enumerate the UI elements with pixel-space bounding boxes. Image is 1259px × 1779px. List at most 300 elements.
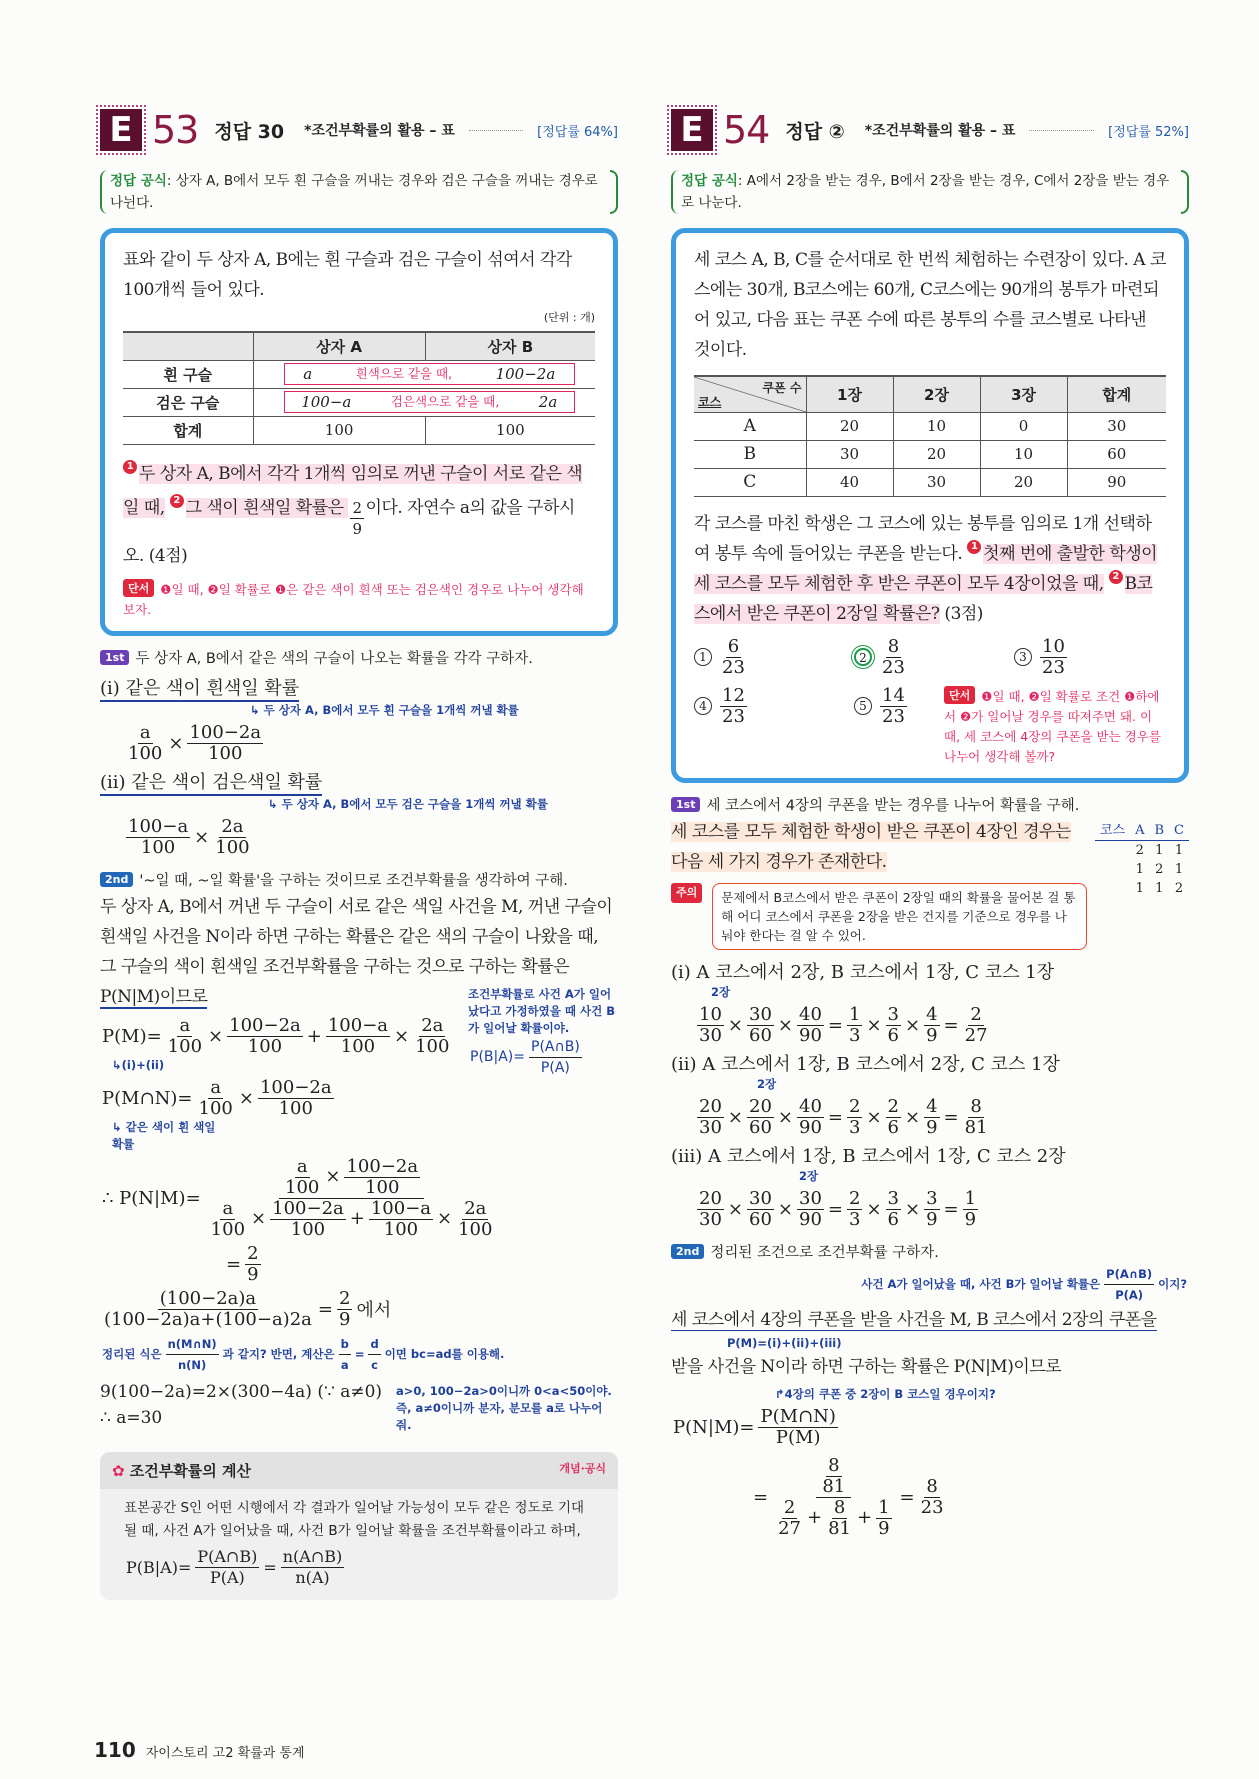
choice-2-selected[interactable] bbox=[854, 637, 1014, 678]
denominator: 60 bbox=[749, 1116, 772, 1138]
numerator: 12 bbox=[722, 684, 745, 706]
cell: 30 bbox=[806, 440, 893, 468]
numerator: 3 bbox=[887, 1187, 899, 1209]
denominator: 9 bbox=[926, 1208, 938, 1230]
fraction bbox=[963, 1097, 990, 1138]
row-label: 흰 구슬 bbox=[163, 365, 213, 384]
fraction bbox=[529, 1037, 582, 1078]
numerator: 10 bbox=[699, 1003, 722, 1025]
math-text: = bbox=[354, 1346, 365, 1361]
row-label: 검은 구슬 bbox=[156, 393, 220, 412]
concept-tag: 개념·공식 bbox=[559, 1461, 606, 1475]
denominator: 100 bbox=[290, 1218, 326, 1240]
numerator: 100−2a bbox=[272, 1197, 344, 1219]
correct-rate: [정답률 64%] bbox=[537, 124, 618, 140]
cell: C bbox=[743, 472, 757, 492]
side-note bbox=[468, 986, 618, 1078]
math-text: P(B|A)= bbox=[126, 1557, 192, 1577]
fraction bbox=[456, 1199, 494, 1240]
note-text: 같은 색이 흰 색일 확률 bbox=[112, 1119, 216, 1151]
numerator: 100−2a bbox=[346, 1155, 419, 1177]
denominator: 100 bbox=[415, 1035, 450, 1057]
numerator: P(M∩N) bbox=[760, 1405, 836, 1427]
denominator: 6 bbox=[887, 1208, 899, 1230]
numerator: 2a bbox=[464, 1197, 487, 1219]
step-badge: 2nd bbox=[100, 872, 133, 887]
problem-header-54 bbox=[671, 108, 1189, 152]
denominator: 23 bbox=[722, 656, 745, 678]
numerator: 8 bbox=[833, 1496, 846, 1518]
step-title: 정리된 조건으로 조건부확률 구하자. bbox=[710, 1244, 939, 1261]
topic: *조건부확률의 활용 – 표 bbox=[864, 123, 1016, 139]
case-ii-label: (ii) A 코스에서 1장, B 코스에서 2장, C 코스 1장 bbox=[671, 1053, 1060, 1075]
flower-icon: ✿ bbox=[112, 1461, 130, 1480]
step2-paragraph-line-1 bbox=[671, 1305, 1189, 1335]
equations bbox=[100, 1379, 382, 1431]
denominator: 100 bbox=[140, 836, 176, 858]
numerator: a bbox=[179, 1014, 191, 1036]
numerator: 20 bbox=[699, 1187, 722, 1209]
equation bbox=[100, 1289, 618, 1330]
denominator: 81 bbox=[964, 1116, 988, 1138]
numerator: a bbox=[296, 1155, 308, 1177]
question-text: 이다. 자연수 a의 값을 구하시오. (4점) bbox=[123, 497, 575, 566]
denominator: 9 bbox=[926, 1024, 938, 1046]
fraction bbox=[1104, 1264, 1154, 1305]
note-text: 조건부확률로 사건 A가 일어났다고 가정하였을 때 사건 B가 일어날 확률이야. bbox=[468, 986, 615, 1035]
choice-fraction bbox=[718, 686, 749, 727]
question-text: 그 색이 흰색일 확률은 bbox=[185, 497, 349, 518]
choice-number: 2 bbox=[854, 648, 872, 666]
page-number: 110 bbox=[94, 1738, 136, 1762]
math-text: × bbox=[866, 1198, 882, 1220]
math-text: × bbox=[325, 1166, 341, 1187]
warning bbox=[671, 883, 1087, 950]
header-cell: 1장 bbox=[806, 376, 893, 412]
answer-formula bbox=[671, 170, 1189, 214]
fraction bbox=[697, 1189, 724, 1230]
side-formula bbox=[468, 1037, 584, 1078]
numerator: 30 bbox=[799, 1187, 822, 1209]
numerator: 1 bbox=[849, 1003, 861, 1025]
denominator: 100 bbox=[458, 1218, 493, 1240]
math-text: 과 같지? 반면, 계산은 bbox=[222, 1346, 335, 1361]
math-text: = bbox=[226, 1253, 242, 1275]
choice-fraction bbox=[718, 637, 749, 678]
book-title: 자이스토리 고2 확률과 통계 bbox=[145, 1746, 305, 1761]
denominator: 100 bbox=[247, 1035, 283, 1057]
math-text: 이지? bbox=[1158, 1276, 1187, 1291]
annotation: 검은색으로 같을 때, bbox=[390, 394, 500, 409]
math-text: + bbox=[349, 1208, 365, 1229]
section-letter: E bbox=[100, 109, 142, 151]
case-i-label: (i) A 코스에서 2장, B 코스에서 1장, C 코스 1장 bbox=[671, 961, 1055, 983]
condition-mark: 1 bbox=[123, 460, 137, 474]
case-note: 2장 bbox=[757, 1076, 777, 1091]
numerator: d bbox=[368, 1334, 380, 1355]
denominator: 100 bbox=[198, 1097, 233, 1119]
fraction bbox=[197, 1078, 235, 1119]
cell: 20 bbox=[980, 468, 1067, 496]
fraction bbox=[847, 1097, 862, 1138]
corner-bottom: 코스 bbox=[698, 394, 722, 409]
mini-cell: 1 bbox=[1135, 861, 1144, 877]
pnm-expr bbox=[100, 1157, 618, 1240]
numerator: 2 bbox=[783, 1496, 796, 1518]
coupon-table bbox=[694, 375, 1166, 497]
note-text: 4장의 쿠폰 중 2장이 B 코스일 경우이지? bbox=[784, 1386, 996, 1401]
choice-1[interactable] bbox=[694, 637, 854, 678]
math-text: = bbox=[943, 1106, 959, 1128]
denominator: 90 bbox=[799, 1208, 822, 1230]
dotted-leader bbox=[1029, 130, 1094, 131]
step2-paragraph: 두 상자 A, B에서 꺼낸 두 구슬이 서로 같은 색일 사건을 M, 꺼낸 구슬이 흰색일 사건을 N이라 하면 구하는 확률은 같은 색의 구슬이 나왔을 때, 그 구슬의 색이 흰색일 조건부확률을 구하는 것으로 구하는 확률은 bbox=[100, 896, 613, 977]
warning-text: 문제에서 B코스에서 받은 쿠폰이 2장일 때의 확률을 물어본 걸 통해 어디 코스에서 쿠폰을 2장을 받은 건지를 기준으로 경우를 나눠야 한다는 걸 알 수 있어. bbox=[712, 883, 1087, 950]
problem-number: 53 bbox=[152, 108, 199, 152]
fraction bbox=[886, 1005, 901, 1046]
fraction bbox=[924, 1097, 939, 1138]
denominator: n(N) bbox=[177, 1357, 207, 1372]
math-text: × bbox=[727, 1198, 743, 1220]
math-text: P(B|A)= bbox=[470, 1048, 525, 1065]
fraction bbox=[747, 1005, 774, 1046]
question bbox=[694, 509, 1166, 629]
cell: 100−a bbox=[301, 393, 352, 411]
math-text: × bbox=[727, 1106, 743, 1128]
fraction bbox=[886, 1189, 901, 1230]
choices bbox=[694, 637, 1166, 766]
case-ii-note: ↳ 두 상자 A, B에서 모두 검은 구슬을 1개씩 꺼낼 확률 bbox=[268, 796, 548, 811]
denominator: 81 bbox=[822, 1475, 846, 1497]
mini-cell: 1 bbox=[1155, 842, 1164, 858]
note-text: 두 상자 A, B에서 모두 검은 구슬을 1개씩 꺼낼 확률 bbox=[281, 796, 548, 811]
case-note: 2장 bbox=[799, 1168, 819, 1183]
denominator: 81 bbox=[828, 1517, 851, 1539]
math-text: ∴ P(N|M)= bbox=[102, 1187, 201, 1209]
hint-text: ❶일 때, ❷일 확률로 ❶은 같은 색이 흰색 또는 검은색인 경우로 나누어 생각해 보자. bbox=[123, 581, 584, 617]
fraction bbox=[339, 1334, 351, 1375]
fraction bbox=[847, 1005, 862, 1046]
math-text: × bbox=[777, 1106, 793, 1128]
fraction bbox=[720, 637, 747, 678]
left-column bbox=[100, 108, 618, 1600]
math-text: P(N|M)= bbox=[673, 1416, 755, 1438]
pm-note: ↳(i)+(ii) bbox=[112, 1057, 165, 1072]
denominator: 100 bbox=[278, 1097, 313, 1119]
concept-formula bbox=[100, 1547, 346, 1588]
fraction bbox=[880, 637, 907, 678]
cell: 2a bbox=[538, 393, 558, 411]
math-text: × bbox=[168, 732, 184, 754]
case-note: 2장 bbox=[711, 984, 731, 999]
numerator: 2 bbox=[352, 498, 362, 517]
denominator: 27 bbox=[778, 1517, 801, 1539]
denominator: c bbox=[371, 1357, 378, 1372]
numerator: 100−2a bbox=[229, 1014, 301, 1036]
pmn-note: ↳ 같은 색이 흰 색일 확률 bbox=[112, 1119, 216, 1151]
math-text: + bbox=[857, 1507, 873, 1528]
problem-text: 표와 같이 두 상자 A, B에는 흰 구슬과 검은 구슬이 섞여서 각각 100개씩 들어 있다. bbox=[123, 250, 572, 300]
denominator: 27 bbox=[964, 1024, 988, 1046]
numerator: a bbox=[210, 1076, 222, 1098]
denominator: 100 bbox=[210, 1218, 246, 1240]
fraction bbox=[270, 1199, 346, 1240]
fraction bbox=[826, 1498, 853, 1539]
fraction bbox=[924, 1005, 939, 1046]
math-text: × bbox=[866, 1014, 882, 1036]
math-text: 에서 bbox=[356, 1300, 392, 1321]
denominator: 100 bbox=[383, 1218, 419, 1240]
cell: B bbox=[743, 444, 756, 464]
denominator: 30 bbox=[699, 1116, 722, 1138]
fraction bbox=[697, 1005, 724, 1046]
math-text: × bbox=[238, 1087, 254, 1109]
numerator: 2 bbox=[849, 1187, 861, 1209]
choice-4[interactable] bbox=[694, 686, 854, 727]
table-row bbox=[694, 440, 1166, 468]
denominator: 30 bbox=[699, 1208, 722, 1230]
denominator: 9 bbox=[964, 1208, 977, 1230]
pnm-expr bbox=[671, 1407, 1189, 1448]
formula-text: : 상자 A, B에서 모두 흰 구슬을 꺼내는 경우와 검은 구슬을 꺼내는 경우로 나뉜다. bbox=[110, 173, 598, 211]
numerator: (100−2a)a bbox=[159, 1287, 257, 1309]
numerator: a bbox=[222, 1197, 234, 1219]
fraction bbox=[886, 1097, 901, 1138]
mini-header: B bbox=[1154, 822, 1165, 838]
step2-heading bbox=[671, 1242, 1189, 1264]
dotted-leader bbox=[469, 130, 523, 131]
denominator: 90 bbox=[799, 1116, 822, 1138]
step2-paragraph: 세 코스에서 4장의 쿠폰을 받을 사건을 M, B 코스에서 2장의 쿠폰을 bbox=[671, 1309, 1157, 1330]
step-title: 두 상자 A, B에서 같은 색의 구슬이 나오는 확률을 각각 구하자. bbox=[135, 650, 533, 667]
step1-heading bbox=[671, 795, 1189, 817]
math-text: × bbox=[866, 1106, 882, 1128]
fraction bbox=[369, 1199, 433, 1240]
step-badge: 1st bbox=[100, 650, 129, 665]
numerator: 20 bbox=[749, 1095, 772, 1117]
equation-9: 9(100−2a)=2×(300−4a) (∵ a≠0) bbox=[100, 1381, 383, 1402]
numerator bbox=[279, 1157, 424, 1199]
choice-fraction bbox=[878, 686, 909, 727]
denominator: 90 bbox=[799, 1024, 822, 1046]
question-text: B코스에서 받은 쿠폰이 2장일 확률은? bbox=[694, 573, 1153, 624]
step-badge: 1st bbox=[671, 797, 700, 812]
header-cell: 3장 bbox=[980, 376, 1067, 412]
fraction bbox=[126, 817, 190, 858]
fraction bbox=[195, 1547, 259, 1588]
conditional-note bbox=[671, 1264, 1189, 1305]
denominator: P(A) bbox=[1115, 1287, 1144, 1302]
corner-cell bbox=[694, 376, 806, 412]
points: (3점) bbox=[939, 603, 983, 624]
cell: 0 bbox=[980, 412, 1067, 440]
numerator: 2 bbox=[247, 1242, 259, 1264]
header-cell: 상자 B bbox=[425, 332, 595, 360]
numerator: b bbox=[339, 1334, 351, 1355]
denominator bbox=[205, 1199, 499, 1240]
question-text: 첫째 번에 출발한 학생이 세 코스를 모두 체험한 후 받은 쿠폰이 모두 4장이었을 때, bbox=[694, 543, 1158, 594]
denominator: P(M) bbox=[775, 1426, 821, 1448]
math-text: × bbox=[905, 1106, 921, 1128]
fraction bbox=[344, 1157, 420, 1198]
math-text: × bbox=[208, 1025, 224, 1047]
fraction bbox=[166, 1016, 204, 1057]
numerator bbox=[816, 1456, 851, 1498]
cell: 40 bbox=[806, 468, 893, 496]
numerator: 100−a bbox=[128, 815, 189, 837]
fraction bbox=[368, 1334, 380, 1375]
case-i-label bbox=[100, 674, 618, 702]
math-text: P(M∩N)= bbox=[102, 1087, 193, 1109]
numerator: 8 bbox=[926, 1475, 938, 1497]
numerator: 2 bbox=[849, 1095, 861, 1117]
table-row bbox=[694, 468, 1166, 496]
cell: a bbox=[303, 365, 313, 383]
numerator: 40 bbox=[799, 1003, 822, 1025]
fraction bbox=[963, 1189, 978, 1230]
denominator: 23 bbox=[882, 705, 905, 727]
choice-fraction bbox=[1038, 637, 1069, 678]
fraction bbox=[876, 1498, 891, 1539]
math-text: × bbox=[251, 1208, 267, 1229]
step1-heading bbox=[100, 648, 618, 670]
denominator: 3 bbox=[849, 1024, 861, 1046]
fraction bbox=[281, 1547, 345, 1588]
math-text: P(M)= bbox=[102, 1025, 162, 1047]
concept-title-text: 조건부확률의 계산 bbox=[129, 1461, 251, 1480]
math-text: = bbox=[317, 1298, 333, 1320]
numerator: 1 bbox=[878, 1496, 890, 1518]
fraction bbox=[963, 1005, 990, 1046]
numerator: 2 bbox=[970, 1003, 982, 1025]
mini-header: 코스 bbox=[1099, 822, 1126, 838]
numerator: P(A∩B) bbox=[197, 1546, 258, 1566]
mini-cell: 1 bbox=[1135, 880, 1144, 896]
fraction bbox=[245, 1244, 260, 1285]
fraction bbox=[413, 1016, 451, 1057]
math-text: + bbox=[807, 1507, 823, 1528]
mini-cell: 2 bbox=[1174, 880, 1184, 896]
numerator: 100−2a bbox=[259, 1076, 332, 1098]
math-text: 정리된 식은 bbox=[102, 1346, 162, 1361]
denominator: 30 bbox=[699, 1024, 722, 1046]
answer: 정답 30 bbox=[214, 120, 285, 143]
numerator: 2 bbox=[338, 1287, 351, 1309]
fraction bbox=[820, 1456, 847, 1497]
footer bbox=[94, 1738, 305, 1762]
denominator: 9 bbox=[352, 519, 362, 538]
denominator: 3 bbox=[849, 1208, 861, 1230]
mini-header: C bbox=[1174, 822, 1184, 838]
result-fraction bbox=[224, 1244, 618, 1285]
numerator: 1 bbox=[964, 1187, 977, 1209]
row-label: 합계 bbox=[173, 421, 203, 440]
denominator: 100 bbox=[208, 742, 243, 764]
fraction bbox=[776, 1498, 803, 1539]
math-text: = bbox=[943, 1014, 959, 1036]
fraction bbox=[847, 1189, 862, 1230]
fraction bbox=[227, 1016, 303, 1057]
case-ii-expr bbox=[124, 817, 618, 858]
denominator: 100 bbox=[128, 742, 163, 764]
math-text: = bbox=[753, 1486, 769, 1508]
problem-number: 54 bbox=[723, 108, 770, 152]
mini-header: A bbox=[1135, 822, 1145, 838]
mini-cell: 1 bbox=[1155, 880, 1164, 896]
denominator: 9 bbox=[926, 1116, 938, 1138]
cell: 20 bbox=[893, 440, 980, 468]
math-text: × bbox=[905, 1198, 921, 1220]
case-i-expr bbox=[695, 1005, 1189, 1046]
choice-3[interactable] bbox=[1014, 637, 1069, 678]
hint-badge: 단서 bbox=[123, 579, 154, 597]
choices-row-2 bbox=[694, 686, 1166, 766]
pmn-expr bbox=[100, 1078, 618, 1119]
step-title: 세 코스에서 4장의 쿠폰을 받는 경우를 나누어 확률을 구해. bbox=[706, 797, 1080, 814]
numerator: n(M∩N) bbox=[166, 1334, 219, 1355]
denominator: 100 bbox=[167, 1035, 203, 1057]
choices-row-1 bbox=[694, 637, 1166, 678]
hint-text: ❶일 때, ❷일 확률로 조건 ❶하에서 ❷가 일어날 경우를 따져주면 돼. 이때, 세 코스에 4장의 쿠폰을 받는 경우를 나누어 생각해 볼까? bbox=[944, 688, 1161, 764]
note-text: 두 상자 A, B에서 모두 흰 구슬을 1개씩 꺼낼 확률 bbox=[263, 702, 519, 717]
numerator: P(A∩B) bbox=[1104, 1264, 1154, 1285]
math-text: 이면 bc=ad를 이용해. bbox=[384, 1346, 505, 1361]
case-ii-expr bbox=[695, 1097, 1189, 1138]
case-label: (ii) 같은 색이 검은색일 확률 bbox=[100, 768, 322, 796]
fraction bbox=[205, 1157, 499, 1240]
topic: *조건부확률의 활용 – 표 bbox=[304, 123, 455, 139]
fraction bbox=[747, 1189, 774, 1230]
numerator: 100−2a bbox=[189, 721, 262, 743]
numerator: 8 bbox=[887, 635, 900, 657]
denominator: 100 bbox=[215, 836, 250, 858]
numerator: 10 bbox=[1042, 635, 1065, 657]
case-ii-label bbox=[100, 768, 618, 796]
numerator: 2a bbox=[221, 815, 244, 837]
denominator: P(A) bbox=[540, 1059, 570, 1076]
choice-number: 3 bbox=[1014, 648, 1032, 666]
numerator: 3 bbox=[887, 1003, 899, 1025]
problem-box bbox=[671, 228, 1189, 783]
concept-box bbox=[100, 1452, 618, 1600]
math-text: × bbox=[437, 1208, 453, 1229]
denominator: (100−2a)a+(100−a)2a bbox=[104, 1308, 312, 1330]
numerator: 20 bbox=[699, 1095, 722, 1117]
pnm-result bbox=[751, 1456, 1189, 1539]
pm-note: P(M)=(i)+(ii)+(iii) bbox=[727, 1335, 842, 1350]
denominator: 9 bbox=[878, 1517, 890, 1539]
mini-cell: 1 bbox=[1174, 861, 1184, 877]
hint bbox=[944, 686, 1166, 766]
mini-cell: 1 bbox=[1174, 842, 1184, 858]
formula-label: 정답 공식 bbox=[681, 173, 738, 189]
cell: 100 bbox=[253, 416, 425, 444]
choice-5[interactable] bbox=[854, 686, 944, 727]
fraction bbox=[697, 1097, 724, 1138]
header-cell bbox=[123, 332, 253, 360]
annotation: 흰색으로 같을 때, bbox=[355, 366, 453, 381]
denominator: 9 bbox=[247, 1263, 259, 1285]
fraction bbox=[209, 1199, 247, 1240]
choice-number: 4 bbox=[694, 697, 712, 715]
range-note: a>0, 100−2a>0이니까 0<a<50이야. 즉, a≠0이니까 분자, 분모를 a로 나누어 줘. bbox=[396, 1383, 612, 1432]
concept-title bbox=[112, 1460, 251, 1481]
case-iii-expr bbox=[695, 1189, 1189, 1230]
math-text: 사건 A가 일어났을 때, 사건 B가 일어날 확률은 bbox=[861, 1276, 1101, 1291]
mini-cell: 2 bbox=[1135, 842, 1144, 858]
warning-badge: 주의 bbox=[671, 883, 702, 903]
step2-paragraph-end: P(N|M)이므로 bbox=[100, 986, 208, 1007]
